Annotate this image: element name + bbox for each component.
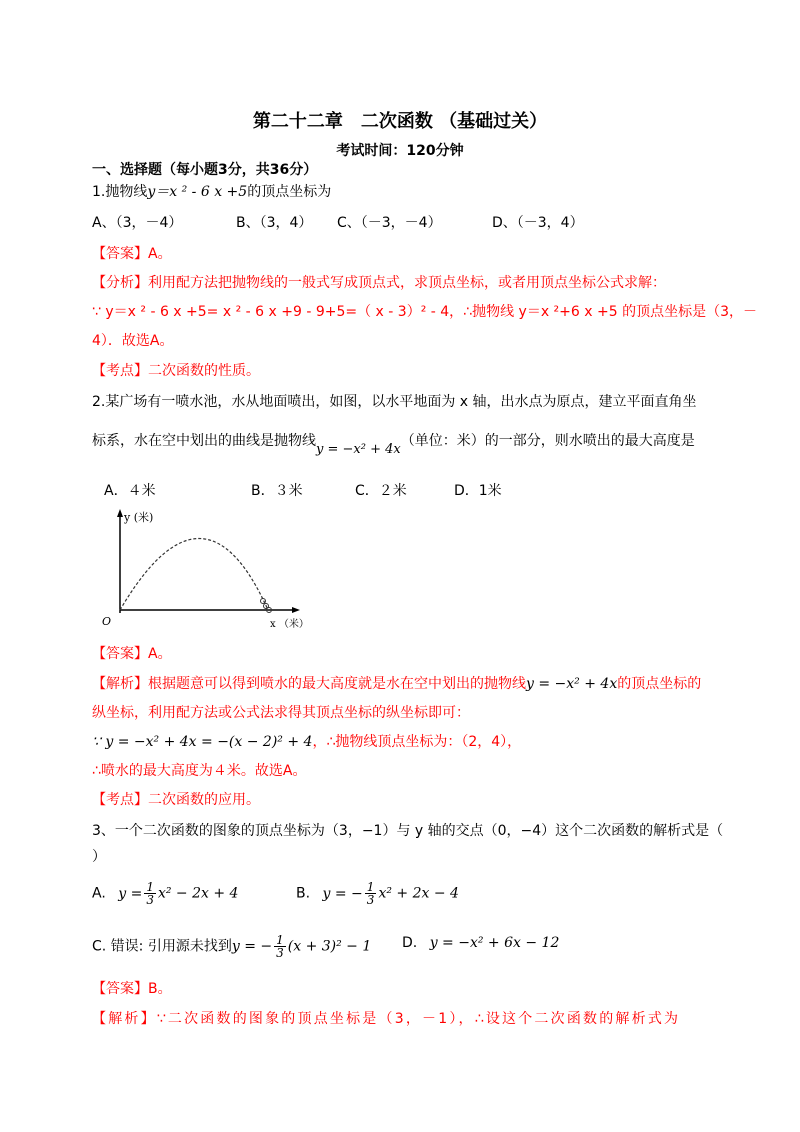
q1-option-b: B、（3，4）: [236, 215, 313, 231]
q3-option-a-pre: y =: [118, 885, 143, 902]
water-drop: [261, 599, 266, 604]
q2-stem-formula: y = −x² + 4x: [316, 442, 401, 457]
q1-analysis-2: ∵ y＝x ² - 6 x +5= x ² - 6 x +9 - 9+5=（ x - 3）² - 4，∴抛物线 y＝x ²+6 x +5 的顶点坐标是（3，－: [92, 304, 757, 320]
q3-option-a-post: x² − 2x + 4: [157, 885, 239, 902]
q1-analysis-3: 4）．故选A。: [92, 333, 174, 349]
q3-option-a-label: A.: [92, 885, 106, 902]
q3-option-d-formula: y = −x² + 6x − 12: [429, 935, 560, 951]
q3-option-b-label: B.: [296, 885, 311, 902]
q2-option-c: C．２米: [355, 483, 407, 499]
q3-option-a-frac: [144, 881, 156, 906]
q2-analysis-3: [92, 733, 521, 751]
q3-option-a: [92, 881, 238, 906]
q2-analysis-1-pre: 【解析】根据题意可以得到喷水的最大高度就是水在空中划出的抛物线: [92, 676, 526, 692]
x-axis-label: x （米）: [270, 619, 309, 630]
q2-stem-2: [92, 432, 695, 457]
q3-option-c-post: (x + 3)² − 1: [287, 938, 372, 955]
q3-stem-1: 3、一个二次函数的图象的顶点坐标为（3，−1）与 y 轴的交点（0，−4）这个二次函数的解析式是（: [92, 823, 724, 839]
q1-kaodian: 【考点】二次函数的性质。: [92, 363, 260, 379]
q2-option-a: A．４米: [104, 483, 156, 499]
q2-answer: 【答案】A。: [92, 646, 172, 662]
q3-option-b-post: x² + 2x − 4: [378, 885, 459, 902]
q2-analysis-formula: y = −x² + 4x: [526, 676, 618, 692]
q3-analysis-1: 【解析】∵二次函数的图象的顶点坐标是（3，－1），∴设这个二次函数的解析式为: [92, 1011, 681, 1027]
q2-analysis-2: 纵坐标，利用配方法或公式法求得其顶点坐标的纵坐标即可：: [92, 705, 470, 721]
q1-stem-pre: 1.抛物线: [92, 184, 148, 200]
q3-option-c-label: C. 错误: 引用源未找到: [92, 938, 232, 955]
x-axis-arrow: [292, 607, 300, 613]
frac-denominator: 3: [366, 893, 375, 907]
parabola-curve: [120, 539, 268, 611]
q2-kaodian: 【考点】二次函数的应用。: [92, 792, 260, 808]
chapter-title: 第二十二章 二次函数 （基础过关）: [252, 111, 548, 132]
q1-option-d: D、（－3，4）: [492, 215, 584, 231]
frac-numerator: 1: [366, 880, 375, 894]
frac-numerator: 1: [146, 880, 154, 894]
fountain-graph: [100, 505, 320, 630]
q1-option-a: A、（3，－4）: [92, 215, 183, 231]
q2-stem-2-pre: 标系，水在空中划出的曲线是抛物线: [92, 433, 316, 449]
exam-time: 考试时间：120分钟: [336, 143, 464, 159]
q3-answer: 【答案】B。: [92, 981, 172, 997]
q3-option-b-frac: [365, 881, 377, 906]
q2-analysis-3-post: ，∴抛物线顶点坐标为：（2，4），: [312, 734, 522, 750]
q1-analysis-1: 【分析】利用配方法把抛物线的一般式写成顶点式，求顶点坐标，或者用顶点坐标公式求解：: [92, 275, 666, 291]
q2-option-d: D．1米: [454, 483, 502, 499]
q3-option-c-frac: [274, 934, 286, 959]
q3-option-b: [296, 881, 459, 906]
q2-analysis-1: [92, 675, 701, 693]
q2-analysis-3-formula: ∵ y = −x² + 4x = −(x − 2)² + 4: [92, 734, 313, 750]
q3-stem-2: ）: [92, 849, 106, 865]
y-axis-arrow: [117, 509, 123, 517]
q1-stem: [92, 183, 331, 201]
q1-option-c: C、（－3，－4）: [337, 215, 442, 231]
q2-option-b: B．３米: [251, 483, 303, 499]
q3-option-d-label: D.: [402, 935, 418, 951]
q2-analysis-1-post: 的顶点坐标的: [617, 676, 702, 692]
section-heading: 一、选择题（每小题3分，共36分）: [92, 162, 318, 178]
q3-option-c: [92, 934, 371, 959]
frac-denominator: 3: [146, 893, 154, 907]
q3-option-b-pre: y = −: [322, 885, 363, 902]
q3-option-c-pre: y = −: [231, 938, 273, 955]
y-axis-label: y (米): [124, 511, 154, 524]
q2-stem-1: 2.某广场有一喷水池，水从地面喷出，如图，以水平地面为 x 轴，出水点为原点，建立平面直角坐: [92, 394, 697, 410]
q1-answer: 【答案】A。: [92, 246, 172, 262]
q2-analysis-4: ∴喷水的最大高度为４米。故选A。: [92, 763, 307, 779]
q1-stem-post: 的顶点坐标为: [247, 184, 332, 200]
q1-stem-formula: y＝x ² - 6 x +5: [147, 184, 248, 200]
origin-label: O: [102, 615, 112, 628]
q2-stem-2-post: （单位：米）的一部分，则水喷出的最大高度是: [400, 433, 695, 449]
frac-denominator: 3: [276, 946, 284, 960]
q3-option-d: [402, 934, 559, 952]
frac-numerator: 1: [276, 933, 284, 947]
